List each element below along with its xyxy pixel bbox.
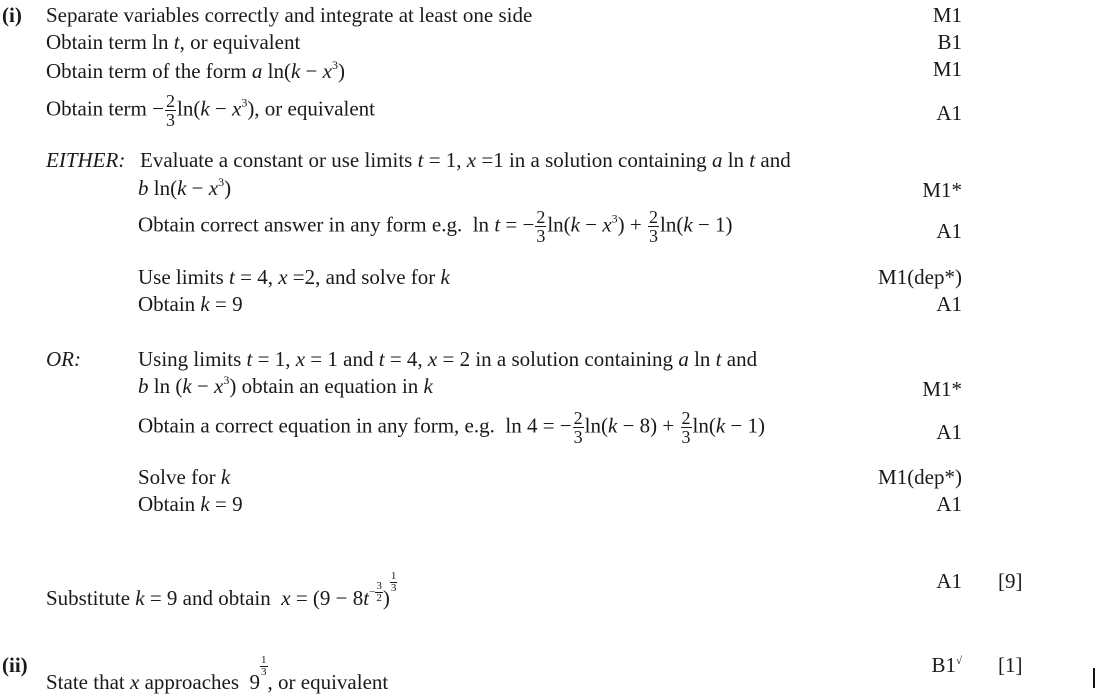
or-line-4: Solve for k	[138, 465, 231, 489]
part-ii-line: State that x approaches 9 $\frac{1}{3}$ , or equivalent	[46, 654, 389, 694]
fraction-two-thirds: $\frac{2}{3}$	[573, 408, 583, 447]
fraction-two-thirds: $\frac{2}{3}$	[649, 207, 659, 246]
mark-b1: B1	[937, 30, 962, 54]
either-label: EITHER:	[46, 148, 126, 172]
mark-a1: A1	[936, 219, 962, 243]
mark-a1: A1	[936, 101, 962, 125]
part-i-line-1: Separate variables correctly and integrate at least one side	[46, 3, 533, 27]
text-cursor	[1093, 668, 1095, 688]
part-i-line-3: Obtain term of the form a $\ln(k - x^3)$	[46, 58, 345, 83]
mark-m1-star: M1*	[922, 377, 962, 401]
either-line-1: Evaluate a constant or use limits t = 1, x =1 in a solution containing a ln t and	[140, 148, 791, 172]
either-line-5: Obtain k = 9	[138, 292, 243, 316]
either-line-3: Obtain correct answer in any form e.g. ln t = − $\frac{2}{3}$ $\ln(k - x^3)$ + $\frac{2}{3}$ ln(k − 1)	[138, 207, 733, 246]
mark-a1: A1	[936, 492, 962, 516]
mark-m1-star: M1*	[922, 178, 962, 202]
substitute-line: Substitute k = 9 and obtain x = (9 − 8t− $\frac{3}{2}$ ) $\frac{1}{3}$	[46, 570, 397, 610]
follow-through-tick-icon: √	[955, 655, 962, 667]
mark-m1-dep: M1(dep*)	[878, 265, 962, 289]
part-i-total: [9]	[998, 569, 1023, 593]
part-ii-label: (ii)	[2, 653, 28, 677]
or-line-1: Using limits t = 1, x = 1 and t = 4, x = 2 in a solution containing a ln t and	[138, 347, 758, 371]
mark-a1: A1	[936, 420, 962, 444]
or-line-3: Obtain a correct equation in any form, e.g. ln 4 = − $\frac{2}{3}$ ln(k − 8) + $\frac{2}{3}$ ln(k − 1)	[138, 408, 765, 447]
or-line-5: Obtain k = 9	[138, 492, 243, 516]
part-i-label: (i)	[2, 3, 22, 27]
part-i-line-2: Obtain term ln t, or equivalent	[46, 30, 301, 54]
either-line-2: b $\ln(k - x^3)$	[138, 175, 232, 200]
mark-b1-ft: B1√	[931, 653, 962, 677]
or-line-2: b $\ln (k - x^3)$ obtain an equation in k	[138, 373, 433, 398]
either-line-4: Use limits t = 4, x =2, and solve for k	[138, 265, 450, 289]
mark-a1: A1	[936, 569, 962, 593]
mark-m1: M1	[932, 57, 962, 81]
fraction-two-thirds: $\frac{2}{3}$	[536, 207, 546, 246]
mark-m1-dep: M1(dep*)	[878, 465, 962, 489]
fraction-two-thirds: $\frac{2}{3}$	[681, 408, 691, 447]
part-i-line-4: Obtain term − $\frac{2}{3}$ $\ln(k - x^3)$, or equivalent	[46, 91, 376, 130]
fraction-two-thirds: $\frac{2}{3}$	[165, 91, 175, 130]
part-ii-total: [1]	[998, 653, 1023, 677]
mark-m1: M1	[932, 3, 962, 27]
mark-a1: A1	[936, 292, 962, 316]
or-label: OR:	[46, 347, 81, 371]
